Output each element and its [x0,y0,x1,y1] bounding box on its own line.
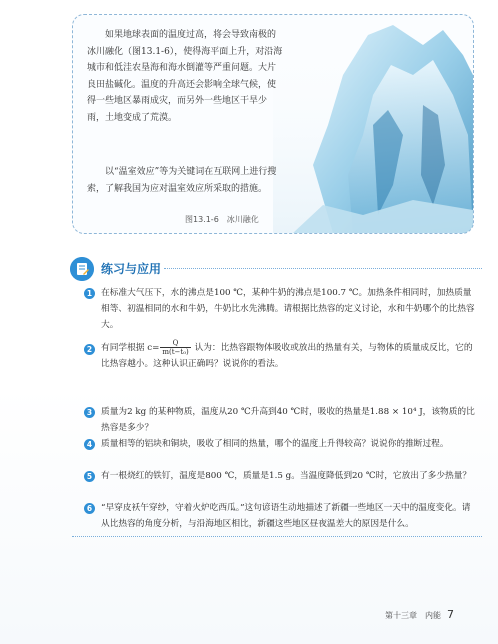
exercise-text: 在标准大气压下，水的沸点是100 ℃，某种牛奶的沸点是100.7 ℃。加热条件相同时，加热质量相等、初温相同的水和牛奶，牛奶比水先沸腾。请根据比热容的定义讨论，水和牛奶哪个的比热容大。 [101,288,475,330]
section-divider [164,268,482,269]
fraction-denominator: m(t−t₀) [162,348,189,356]
bottom-divider [72,536,482,537]
exercise-number: 1 [84,288,95,299]
info-paragraph-1: 如果地球表面的温度过高，将会导致南极的冰川融化（图13.1-6），使得海平面上升，对沿海城市和低洼农垦海和海水倒灌等严重问题。大片良田盐碱化。温度的升高还会影响全球气候，使得一些地区暴雨成灾，而另外一些地区干旱少雨，土地变成了荒漠。 [87,30,283,123]
exercise-number: 6 [84,503,95,514]
exercise-item [84,404,476,436]
exercise-text: “早穿皮袄午穿纱，守着火炉吃西瓜。”这句谚语生动地描述了新疆一些地区一天中的温度变化。请从比热容的角度分析，与沿海地区相比，新疆这些地区昼夜温差大的原因是什么。 [101,503,471,529]
fraction-numerator: Q [160,339,190,348]
exercise-item [84,285,476,333]
exercise-text: 有一根烧红的铁钉，温度是800 ℃，质量是1.5 g。当温度降低到20 ℃时，它放出了多少热量？ [101,471,472,481]
exercise-item [84,436,476,452]
exercise-number: 2 [84,344,95,355]
exercise-text: 质量相等的铝块和铜块，吸收了相同的热量，哪个的温度上升得较高？说说你的推断过程。 [101,439,449,449]
info-paragraph-2: 以“温室效应”等为关键词在互联网上进行搜索，了解我国为应对温室效应所采取的措施。 [87,167,277,194]
formula-fraction [160,339,190,356]
glacier-image [273,15,473,233]
exercise-text-start: 有同学根据 c= [101,343,160,353]
exercise-number: 3 [84,407,95,418]
page-number: 7 [447,608,454,621]
exercise-item [84,339,476,372]
exercise-item [84,468,476,484]
chapter-label: 第十三章 内能 [385,611,441,620]
info-box [72,14,474,234]
exercise-book-icon [70,257,94,281]
exercise-text: 质量为2 kg 的某种物质，温度从20 ℃升高到40 ℃时，吸收的热量是1.88 × 10⁴ J，该物质的比热容是多少？ [101,407,475,433]
exercise-text-end: 认为：比热容跟物体吸收或放出的热量有关，与物体的质量成反比，它的比热容越小。这种认识正确吗？说说你的看法。 [101,343,473,369]
exercise-number: 5 [84,471,95,482]
section-title: 练习与应用 [101,262,162,276]
figure-caption: 图13.1-6 冰川融化 [185,215,259,224]
exercise-item [84,500,476,532]
page-footer [385,608,454,621]
exercise-number: 4 [84,439,95,450]
